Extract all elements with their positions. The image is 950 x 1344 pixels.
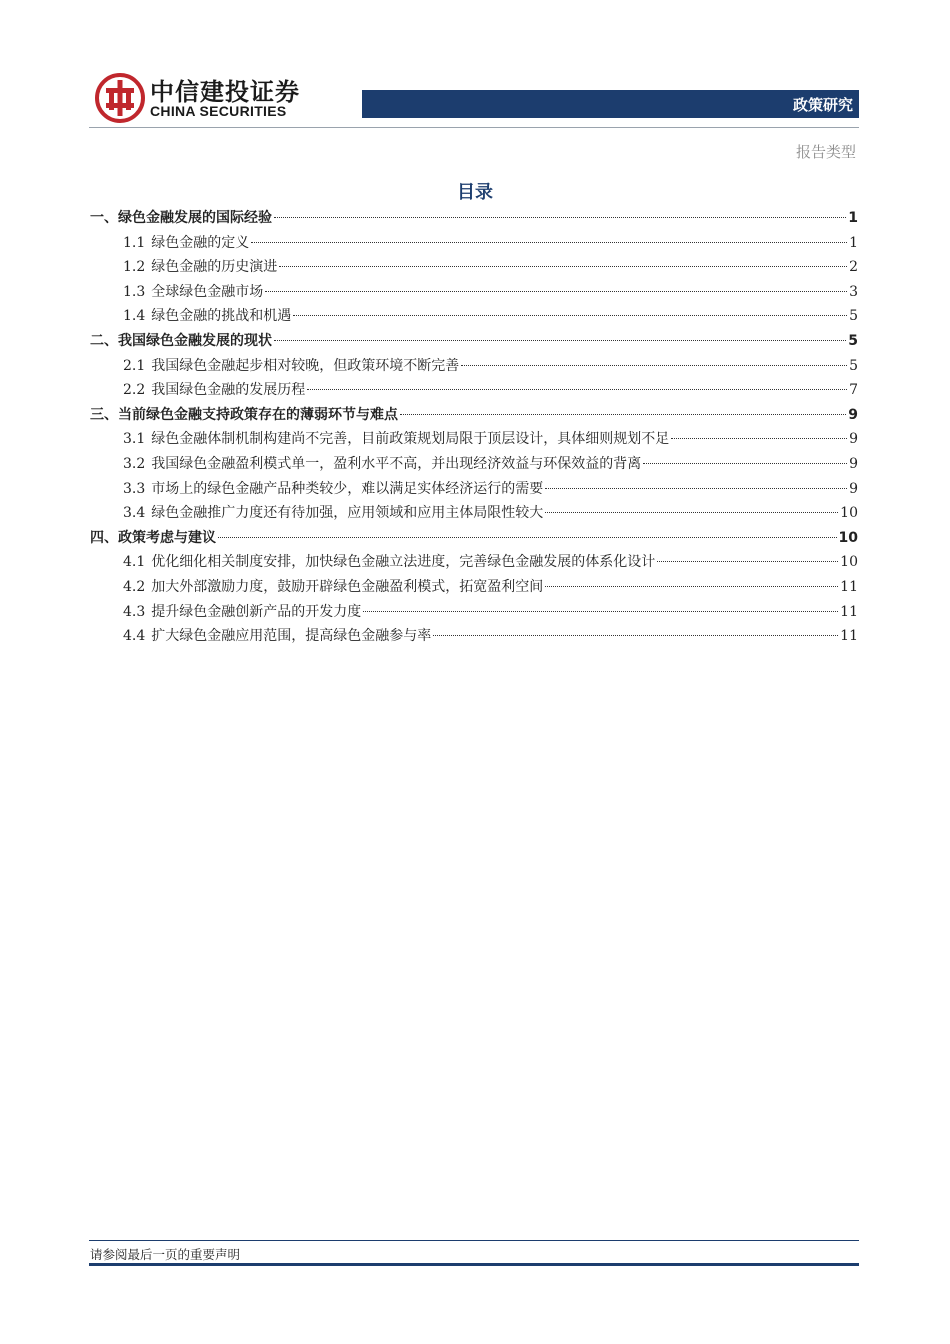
toc-section-number: 3.2 [123,455,146,472]
toc-entry-section[interactable] [90,378,858,403]
header-bar [362,90,859,118]
toc-entry-section[interactable] [90,624,858,649]
toc-entry-text: 我国绿色金融盈利模式单一，盈利水平不高，并出现经济效益与环保效益的背离 [151,455,642,472]
toc-page-number: 5 [849,357,858,374]
toc-entry-section[interactable] [90,427,858,452]
header-divider [89,127,859,128]
section-label: 政策研究 [792,96,853,114]
toc-entry-section[interactable] [90,452,858,477]
toc-section-number: 2.1 [123,357,146,374]
toc-entry-text: 市场上的绿色金融产品种类较少，难以满足实体经济运行的需要 [151,480,544,497]
brand-name-en: CHINA SECURITIES [150,103,287,119]
footer-bar [89,1263,859,1266]
toc-section-number: 4.4 [123,628,146,645]
toc-page-number: 11 [840,628,858,645]
toc-entry-section[interactable] [90,575,858,600]
toc-page-number: 11 [840,578,858,595]
toc-section-number: 1.1 [123,234,146,251]
disclaimer-note: 请参阅最后一页的重要声明 [90,1247,241,1262]
toc-section-number: 1.2 [123,259,146,276]
toc-entry-text: 提升绿色金融创新产品的开发力度 [151,603,362,620]
toc-entry-text: 优化细化相关制度安排，加快绿色金融立法进度，完善绿色金融发展的体系化设计 [151,554,656,571]
toc-leader [545,586,838,587]
toc-section-number: 1.3 [123,283,146,300]
toc-entry-section[interactable] [90,354,858,379]
citic-logo-icon [94,72,146,124]
toc-entry-section[interactable] [90,255,858,280]
toc-entry-text: 扩大绿色金融应用范围，提高绿色金融参与率 [151,628,432,645]
table-of-contents [90,206,858,649]
toc-entry-text: 绿色金融的定义 [151,234,250,251]
report-type: 报告类型 [795,143,856,161]
toc-entry-section[interactable] [90,600,858,625]
toc-leader [218,537,837,538]
toc-section-number: 4.3 [123,603,146,620]
toc-section-number: 3.3 [123,480,146,497]
toc-leader [279,266,847,267]
toc-page-number: 3 [849,283,858,300]
toc-section-number: 3.4 [123,505,146,522]
toc-entry-chapter[interactable] [90,329,858,354]
toc-page-number: 10 [840,505,858,522]
toc-entry-chapter[interactable] [90,403,858,428]
toc-section-number: 4.2 [123,578,146,595]
toc-page-number: 11 [840,603,858,620]
toc-entry-section[interactable] [90,231,858,256]
toc-leader [274,340,846,341]
toc-entry-section[interactable] [90,304,858,329]
toc-page-number: 1 [849,234,858,251]
toc-leader [274,217,846,218]
footer-divider [89,1240,859,1241]
toc-entry-text: 加大外部激励力度，鼓励开辟绿色金融盈利模式，拓宽盈利空间 [151,578,544,595]
toc-entry-text: 全球绿色金融市场 [151,283,264,300]
toc-page-number: 9 [849,480,858,497]
toc-entry-text: 绿色金融推广力度还有待加强，应用领域和应用主体局限性较大 [151,505,544,522]
toc-entry-section[interactable] [90,501,858,526]
toc-entry-section[interactable] [90,550,858,575]
toc-entry-text: 绿色金融体制机制构建尚不完善，目前政策规划局限于顶层设计，具体细则规划不足 [151,431,670,448]
toc-leader [307,389,847,390]
toc-entry-text: 一、绿色金融发展的国际经验 [90,210,272,226]
toc-section-number: 3.1 [123,431,146,448]
toc-page-number: 10 [838,529,858,546]
toc-page-number: 5 [848,332,858,349]
toc-leader [400,414,846,415]
toc-leader [643,463,847,464]
toc-page-number: 9 [849,431,858,448]
toc-page-number: 2 [849,259,858,276]
toc-page-number: 9 [849,455,858,472]
toc-entry-text: 绿色金融的挑战和机遇 [151,308,292,325]
toc-entry-text: 四、政策考虑与建议 [90,529,216,546]
toc-entry-text: 三、当前绿色金融支持政策存在的薄弱环节与难点 [90,406,398,423]
toc-page-number: 7 [849,382,858,399]
toc-section-number: 1.4 [123,308,146,325]
toc-section-number: 4.1 [123,554,146,571]
toc-entry-text: 绿色金融的历史演进 [151,259,278,276]
toc-entry-section[interactable] [90,477,858,502]
toc-leader [657,561,838,562]
toc-leader [461,365,847,366]
toc-section-number: 2.2 [123,382,146,399]
toc-title: 目录 [457,182,493,203]
toc-leader [545,512,838,513]
toc-entry-chapter[interactable] [90,526,858,551]
toc-leader [363,611,838,612]
toc-leader [671,438,847,439]
toc-leader [293,315,847,316]
toc-page-number: 5 [849,308,858,325]
toc-entry-text: 我国绿色金融起步相对较晚，但政策环境不断完善 [151,357,460,374]
toc-entry-chapter[interactable] [90,206,858,231]
brand-name-cn: 中信建投证券 [150,78,300,106]
toc-leader [251,242,847,243]
toc-page-number: 1 [848,210,858,226]
toc-leader [433,635,838,636]
toc-leader [545,488,847,489]
toc-page-number: 10 [840,554,858,571]
toc-page-number: 9 [848,406,858,423]
toc-entry-text: 我国绿色金融的发展历程 [151,382,306,399]
toc-leader [265,291,847,292]
toc-entry-text: 二、我国绿色金融发展的现状 [90,332,272,349]
toc-entry-section[interactable] [90,280,858,305]
